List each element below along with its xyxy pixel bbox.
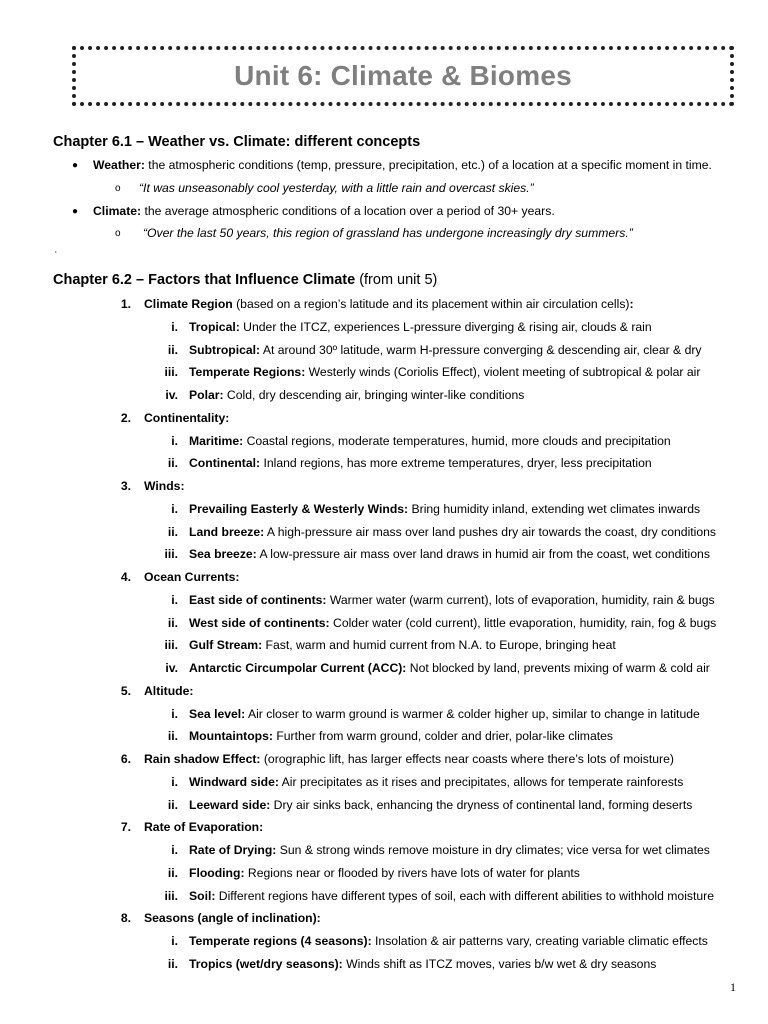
sub-item-desc: Bring humidity inland, extending wet climates inwards	[408, 501, 701, 516]
climate-example: “Over the last 50 years, this region of grassland has undergone increasingly dry summers.”	[143, 226, 633, 240]
sub-item-desc: Air precipitates as it rises and precipitates, allows for temperate rainforests	[278, 774, 684, 789]
sub-item	[189, 456, 652, 470]
sub-item-desc: Inland regions, has more extreme temperatures, dryer, less precipitation	[260, 456, 652, 471]
sub-item-numeral: iii.	[164, 888, 178, 903]
sub-item-numeral: i.	[171, 501, 178, 516]
sub-item-numeral: ii.	[167, 615, 178, 630]
factor-heading	[144, 752, 674, 766]
factor-number: 7.	[120, 820, 131, 835]
factor-heading	[144, 297, 634, 311]
sub-item-desc: Cold, dry descending air, bringing winter-like conditions	[223, 388, 525, 402]
sub-item-desc: Dry air sinks back, enhancing the dryness of continental land, forming deserts	[270, 797, 693, 812]
sub-item-numeral: ii.	[167, 797, 178, 812]
weather-example: “It was unseasonably cool yesterday, with a little rain and overcast skies.”	[139, 181, 534, 195]
sub-item-numeral: i.	[171, 319, 178, 334]
factor-number: 1.	[120, 297, 131, 311]
sub-item-term: Gulf Stream:	[189, 638, 263, 653]
circle-bullet-icon: o	[115, 228, 121, 239]
sub-item-term: Mountaintops:	[189, 729, 273, 744]
sub-item-term: Leeward side:	[189, 797, 271, 812]
sub-item-term: Subtropical:	[189, 342, 261, 357]
page-number: 1	[730, 980, 736, 994]
factor-term: Rain shadow Effect:	[144, 752, 261, 766]
sub-item-desc: Westerly winds (Coriolis Effect), violent meeting of subtropical & polar air	[305, 365, 701, 380]
sub-item-numeral: iv.	[165, 388, 178, 402]
sub-item-desc: Air closer to warm ground is warmer & colder higher up, similar to change in latitude	[245, 706, 700, 721]
sub-item-numeral: iii.	[164, 365, 178, 380]
sub-item-term: Flooding:	[189, 865, 245, 880]
sub-item	[189, 502, 700, 516]
factor-term: Altitude:	[144, 683, 194, 698]
sub-item-term: Antarctic Circumpolar Current (ACC):	[189, 661, 407, 675]
sub-item	[189, 434, 671, 448]
sub-item	[189, 525, 716, 539]
factor-desc: (based on a region’s latitude and its placement within air circulation cells)	[232, 297, 630, 311]
sub-item-term: West side of continents:	[189, 615, 330, 630]
factor-heading	[144, 479, 185, 493]
sub-item-term: Sea level:	[189, 706, 246, 721]
climate-definition	[93, 204, 555, 218]
sub-item-desc: Regions near or flooded by rivers have lots of water for plants	[244, 865, 580, 880]
sub-item-desc: Fast, warm and humid current from N.A. to Europe, bringing heat	[262, 638, 616, 653]
sub-item-numeral: i.	[171, 934, 178, 948]
sub-item-desc: Winds shift as ITCZ moves, varies b/w wet & dry seasons	[342, 956, 657, 971]
climate-desc: the average atmospheric conditions of a location over a period of 30+ years.	[141, 204, 555, 218]
factor-number: 4.	[120, 570, 131, 584]
factor-term: Seasons (angle of inclination):	[144, 911, 321, 926]
factor-term: Rate of Evaporation:	[144, 820, 264, 835]
factor-term: Winds:	[144, 479, 185, 493]
sub-item	[189, 798, 692, 812]
sub-item-term: Prevailing Easterly & Westerly Winds:	[189, 501, 409, 516]
sub-item	[189, 866, 580, 880]
factor-desc: (orographic lift, has larger effects near coasts where there’s lots of moisture)	[260, 752, 674, 766]
factor-heading	[144, 411, 229, 425]
sub-item	[189, 889, 714, 903]
weather-definition	[93, 158, 712, 172]
factor-term: Continentality:	[144, 410, 230, 425]
sub-item-numeral: ii.	[167, 524, 178, 539]
bullet-icon: ●	[72, 206, 79, 217]
factor-heading	[144, 911, 321, 925]
sub-item-term: Maritime:	[189, 433, 244, 448]
factor-number: 2.	[120, 410, 131, 425]
sub-item	[189, 707, 700, 721]
sub-item-numeral: iii.	[164, 638, 178, 653]
sub-item-numeral: i.	[171, 843, 178, 857]
stray-mark: ‘	[55, 250, 57, 259]
sub-item-term: Rate of Drying:	[189, 843, 277, 857]
sub-item-numeral: iv.	[165, 661, 178, 675]
sub-item-term: Windward side:	[189, 774, 279, 789]
sub-item-desc: Coastal regions, moderate temperatures, humid, more clouds and precipitation	[243, 433, 671, 448]
circle-bullet-icon: o	[115, 183, 121, 194]
sub-item-desc: Further from warm ground, colder and drier, polar-like climates	[272, 729, 613, 744]
sub-item	[189, 638, 616, 652]
sub-item-term: Tropical:	[189, 319, 240, 334]
sub-item-desc: Different regions have different types of soil, each with different abilities to withhold moisture	[215, 888, 715, 903]
sub-item-term: Polar:	[189, 388, 224, 402]
sub-item-desc: Colder water (cold current), little evaporation, humidity, rain, fog & bugs	[329, 615, 717, 630]
sub-item-term: Continental:	[189, 456, 261, 471]
sub-item-term: Land breeze:	[189, 524, 265, 539]
factor-number: 6.	[120, 752, 131, 766]
sub-item-numeral: i.	[171, 706, 178, 721]
sub-item	[189, 729, 613, 743]
factor-trail: :	[629, 297, 634, 311]
sub-item	[189, 957, 656, 971]
chapter-6-2-heading	[53, 272, 437, 288]
bullet-icon: ●	[72, 160, 79, 171]
sub-item-desc: Not blocked by land, prevents mixing of warm & cold air	[406, 661, 710, 675]
sub-item-numeral: iii.	[164, 547, 178, 562]
chapter-6-2-title: Chapter 6.2 – Factors that Influence Climate	[53, 272, 356, 288]
sub-item	[189, 320, 652, 334]
sub-item-term: East side of continents:	[189, 592, 327, 607]
sub-item	[189, 365, 700, 379]
sub-item-numeral: ii.	[167, 865, 178, 880]
sub-item-desc: Warmer water (warm current), lots of evaporation, humidity, rain & bugs	[326, 592, 715, 607]
sub-item-term: Soil:	[189, 888, 216, 903]
chapter-6-1-heading: Chapter 6.1 – Weather vs. Climate: different concepts	[53, 134, 421, 150]
sub-item-desc: Sun & strong winds remove moisture in dry climates; vice versa for wet climates	[276, 843, 710, 857]
sub-item-desc: At around 30º latitude, warm H-pressure converging & descending air, clear & dry	[260, 342, 702, 357]
sub-item	[189, 843, 710, 857]
sub-item	[189, 343, 702, 357]
sub-item	[189, 775, 683, 789]
sub-item-term: Temperate Regions:	[189, 365, 306, 380]
sub-item-numeral: i.	[171, 774, 178, 789]
sub-item-numeral: i.	[171, 592, 178, 607]
sub-item-term: Temperate regions (4 seasons):	[189, 934, 372, 948]
sub-item-term: Tropics (wet/dry seasons):	[189, 956, 343, 971]
sub-item-term: Sea breeze:	[189, 547, 257, 562]
sub-item-desc: Under the ITCZ, experiences L-pressure diverging & rising air, clouds & rain	[239, 319, 652, 334]
factor-heading	[144, 820, 263, 834]
weather-term: Weather:	[93, 158, 145, 172]
sub-item	[189, 934, 708, 948]
sub-item-desc: A low-pressure air mass over land draws in humid air from the coast, wet conditions	[256, 547, 710, 562]
chapter-6-2-note: (from unit 5)	[355, 272, 438, 288]
sub-item	[189, 661, 710, 675]
factor-number: 8.	[120, 911, 131, 926]
factor-term: Ocean Currents:	[144, 570, 240, 584]
page-title: Unit 6: Climate & Biomes	[234, 60, 572, 91]
sub-item-numeral: ii.	[167, 956, 178, 971]
sub-item-numeral: ii.	[167, 456, 178, 471]
sub-item-numeral: i.	[171, 433, 178, 448]
factor-heading	[144, 570, 240, 584]
climate-term: Climate:	[93, 204, 142, 218]
sub-item-desc: A high-pressure air mass over land pushes dry air towards the coast, dry conditions	[264, 524, 717, 539]
sub-item	[189, 616, 716, 630]
factor-term: Climate Region	[144, 297, 233, 311]
sub-item-numeral: ii.	[167, 342, 178, 357]
sub-item	[189, 388, 524, 402]
weather-desc: the atmospheric conditions (temp, pressure, precipitation, etc.) of a location at a specific moment in time.	[144, 158, 712, 172]
factor-heading	[144, 684, 193, 698]
factor-number: 5.	[120, 683, 131, 698]
sub-item-desc: Insolation & air patterns vary, creating variable climatic effects	[371, 934, 708, 948]
factor-number: 3.	[120, 479, 131, 493]
sub-item-numeral: ii.	[167, 729, 178, 744]
sub-item	[189, 547, 710, 561]
sub-item	[189, 593, 715, 607]
title-box	[72, 46, 734, 106]
